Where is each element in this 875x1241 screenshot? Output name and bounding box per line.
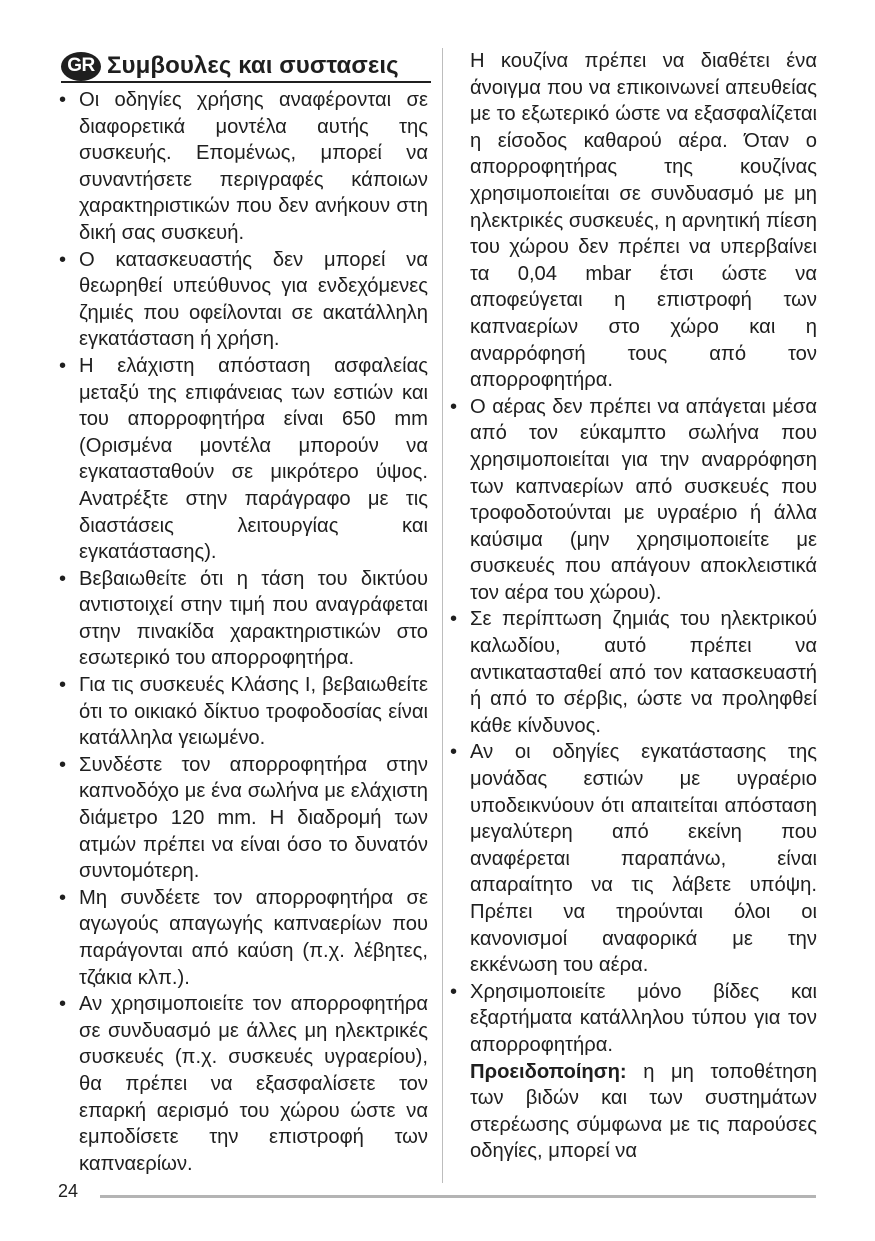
left-column [58,87,428,1177]
list-item: • Συνδέστε τον απορροφητήρα στην καπνοδόχο με ένα σωλήνα με ελάχιστη διάμετρο 120 mm. Η διαδρομή των ατμών πρέπει να είναι όσο το δυνατόν συντομότερη. [58,752,428,885]
warning-paragraph [449,1059,817,1165]
list-item: • Ο κατασκευαστής δεν μπορεί να θεωρηθεί υπεύθυνος για ενδεχόμενες ζημιές που οφείλονται σε ακατάλληλη εγκατάσταση ή χρήση. [58,247,428,353]
list-item: • Αν οι οδηγίες εγκατάστασης της μονάδας εστιών με υγραέριο υποδεικνύουν ότι απαιτείται απόσταση μεγαλύτερη από εκείνη που αναφέρεται παραπάνω, είναι απαραίτητο να τις λάβετε υπόψη. Πρέπει να τηρούνται όλοι οι κανονισμοί αναφορικά με την εκκένωση του αέρα. [449,739,817,978]
list-item: • Οι οδηγίες χρήσης αναφέρονται σε διαφορετικά μοντέλα αυτής της συσκευής. Επομένως, μπορεί να συναντήσετε περιγραφές κάποιων χαρακτηριστικών που δεν ανήκουν στη δική σας συσκευή. [58,87,428,247]
warning-label: Προειδοποίηση: [470,1060,627,1083]
list-item: • Βεβαιωθείτε ότι η τάση του δικτύου αντιστοιχεί στην τιμή που αναγράφεται στην πινακίδα χαρακτηριστικών στο εσωτερικό του απορροφητήρα. [58,566,428,672]
continued-paragraph: Η κουζίνα πρέπει να διαθέτει ένα άνοιγμα που να επικοινωνεί απευθείας με το εξωτερικό ώστε να εξασφαλίζεται η είσοδος καθαρού αέρα. Όταν ο απορροφητήρας της κουζίνας χρησιμοποιείται σε συνδυασμό με μη ηλεκτρικές συσκευές, η αρνητική πίεση του χώρου δεν πρέπει να υπερβαίνει τα 0,04 mbar έτσι ώστε να αποφεύγεται η επιστροφή των καπναερίων στο χώρο και η αναρρόφησή τους από τον απορροφητήρα. [470,50,817,392]
list-item: • Για τις συσκευές Κλάσης I, βεβαιωθείτε ότι το οικιακό δίκτυο τροφοδοσίας είναι κατάλληλα γειωμένο. [58,672,428,752]
list-item: • Σε περίπτωση ζημιάς του ηλεκτρικού καλωδίου, αυτό πρέπει να αντικατασταθεί από τον κατασκευαστή ή από το σέρβις, ώστε να προληφθεί κάθε κίνδυνος. [449,606,817,739]
left-bullet-list [58,87,428,1177]
list-item: • Η ελάχιστη απόσταση ασφαλείας μεταξύ της επιφάνειας των εστιών και του απορροφητήρα είναι 650 mm (Ορισμένα μοντέλα μπορούν να εγκατασταθούν σε μικρότερο ύψος. Ανατρέξτε στην παράγραφο με τις διαστάσεις λειτουργίας και εγκατάστασης). [58,353,428,566]
right-column [449,48,817,1165]
list-item: • Αν χρησιμοποιείτε τον απορροφητήρα σε συνδυασμό με άλλες μη ηλεκτρικές συσκευές (π.χ. συσκευές υγραερίου), θα πρέπει να εξασφαλίσετε τον επαρκή αερισμό του χώρου ώστε να εμποδίσετε την επιστροφή των καπναερίων. [58,991,428,1177]
language-badge: GR [61,52,101,81]
page-title: Συμβουλες και συστασεις [107,52,399,79]
column-divider [442,48,443,1183]
right-bullet-list [449,394,817,1059]
page-number: 24 [58,1181,79,1201]
section-heading [61,49,431,83]
list-item: • Ο αέρας δεν πρέπει να απάγεται μέσα από τον εύκαμπτο σωλήνα που χρησιμοποιείται για την αναρρόφηση των καπναερίων από συσκευές που τροφοδοτούνται με υγραέριο ή άλλα καύσιμα (μην χρησιμοποιείτε με συσκευές που απάγουν αποκλειστικά τον αέρα του χώρου). [449,394,817,607]
heading-underline [61,81,431,83]
list-item: • Μη συνδέετε τον απορροφητήρα σε αγωγούς απαγωγής καπναερίων που παράγονται από καύση (π.χ. λέβητες, τζάκια κλπ.). [58,885,428,991]
list-item: • Χρησιμοποιείτε μόνο βίδες και εξαρτήματα κατάλληλου τύπου για τον απορροφητήρα. [449,979,817,1059]
footer-rule [100,1195,816,1198]
warning-text: η μη τοποθέτηση των βιδών και των συστημάτων στερέωσης σύμφωνα με τις παρούσες οδηγίες, μπορεί να [470,1060,817,1163]
